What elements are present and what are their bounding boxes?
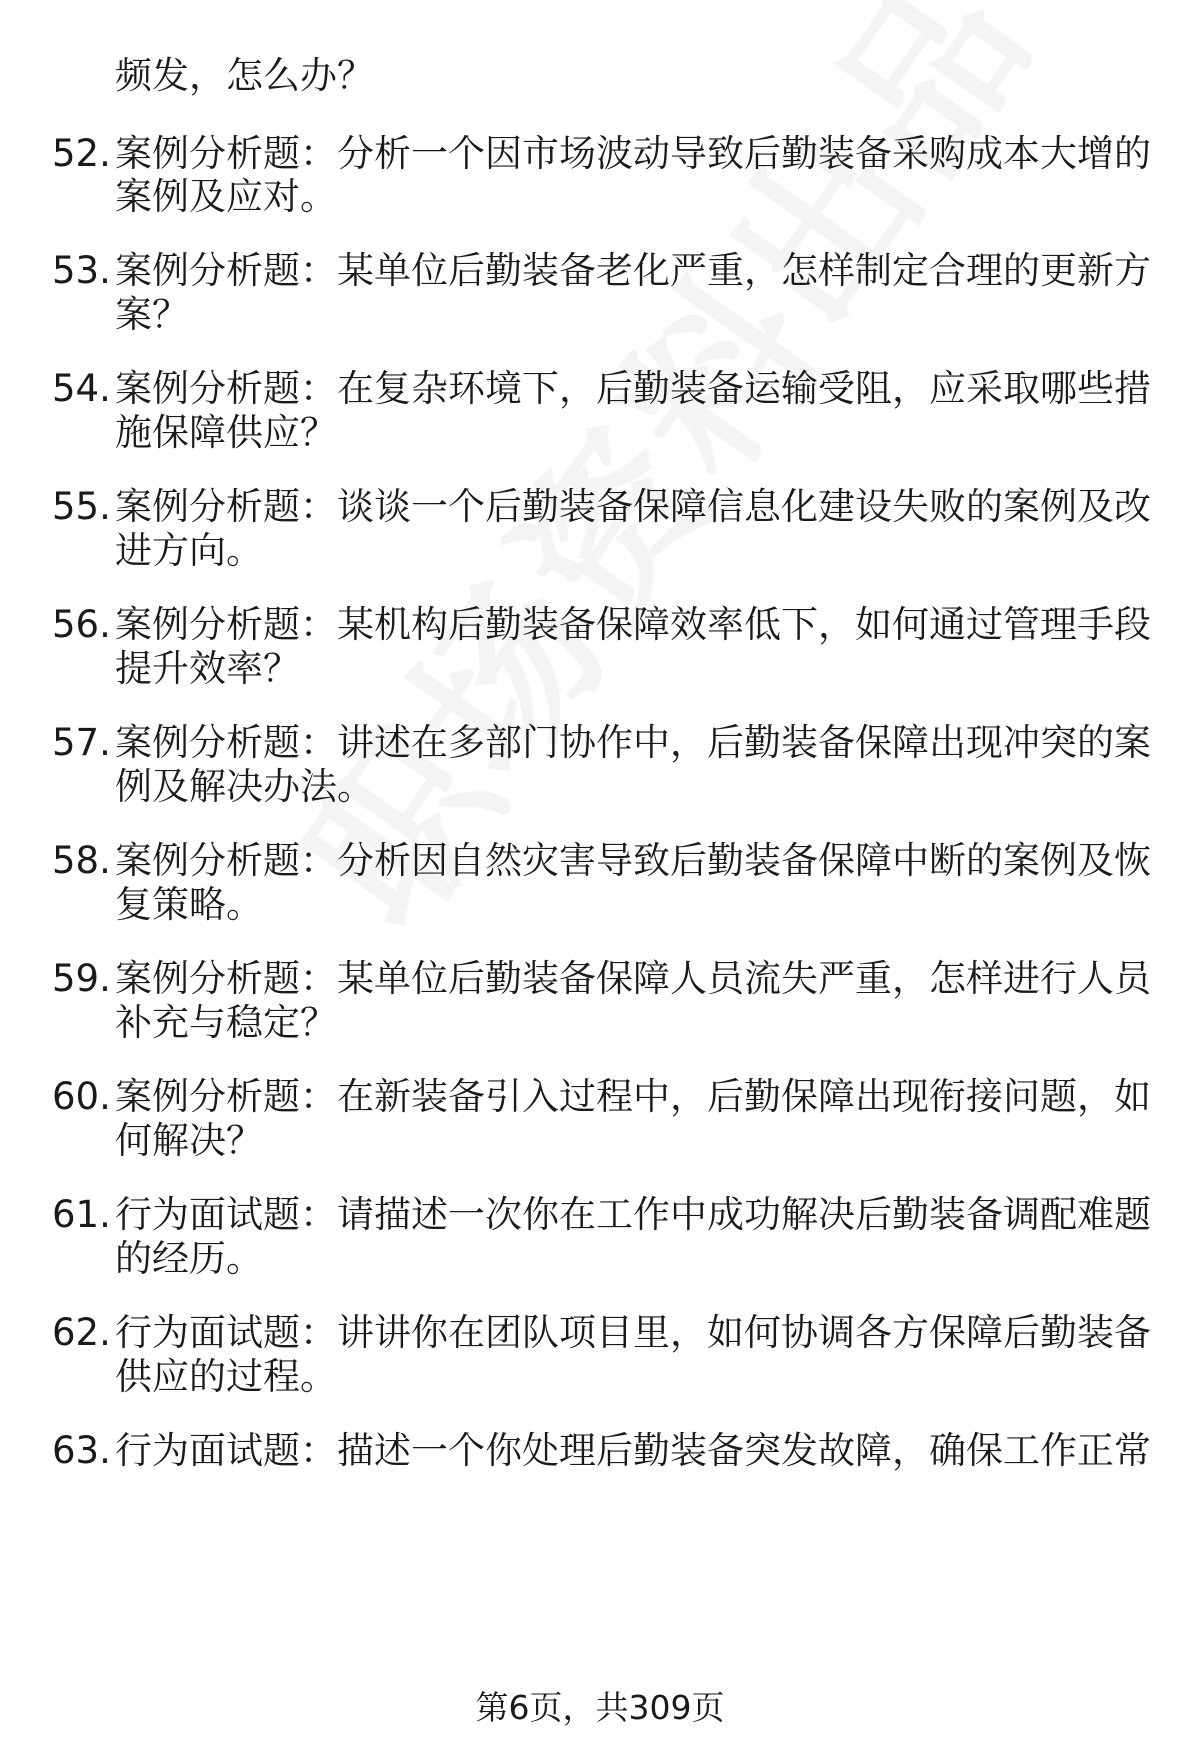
item-text-line: 何解决？ [115, 1119, 263, 1162]
item-number: 56. [52, 603, 111, 646]
item-text-line: 施保障供应？ [115, 411, 337, 454]
item-text-line: 案例分析题：某单位后勤装备老化严重，怎样制定合理的更新方 [115, 249, 1151, 292]
item-text-line: 行为面试题：讲讲你在团队项目里，如何协调各方保障后勤装备 [115, 1311, 1151, 1354]
item-number: 57. [52, 721, 111, 764]
item-text-line: 复策略。 [115, 883, 263, 926]
item-text-line: 案例分析题：某机构后勤装备保障效率低下，如何通过管理手段 [115, 603, 1151, 646]
continued-line: 频发，怎么办？ [115, 54, 374, 97]
item-text-line: 案例分析题：在新装备引入过程中，后勤保障出现衔接问题，如 [115, 1075, 1151, 1118]
item-text-line: 例及解决办法。 [115, 765, 374, 808]
item-number: 62. [52, 1311, 111, 1354]
item-text-line: 进方向。 [115, 529, 263, 572]
item-text-line: 行为面试题：请描述一次你在工作中成功解决后勤装备调配难题 [115, 1193, 1151, 1236]
item-text-line: 案？ [115, 293, 189, 336]
item-number: 52. [52, 132, 111, 175]
item-text-line: 案例分析题：某单位后勤装备保障人员流失严重，怎样进行人员 [115, 957, 1151, 1000]
item-text-line: 提升效率？ [115, 647, 300, 690]
item-text-line: 案例分析题：分析一个因市场波动导致后勤装备采购成本大增的 [115, 132, 1151, 175]
item-number: 55. [52, 485, 111, 528]
item-text-line: 案例及应对。 [115, 175, 337, 218]
item-text-line: 供应的过程。 [115, 1355, 337, 1398]
item-text-line: 案例分析题：分析因自然灾害导致后勤装备保障中断的案例及恢 [115, 839, 1151, 882]
item-text-line: 案例分析题：讲述在多部门协作中，后勤装备保障出现冲突的案 [115, 721, 1151, 764]
item-text-line: 案例分析题：在复杂环境下，后勤装备运输受阻，应采取哪些措 [115, 367, 1151, 410]
item-number: 61. [52, 1193, 111, 1236]
item-text-line: 案例分析题：谈谈一个后勤装备保障信息化建设失败的案例及改 [115, 485, 1151, 528]
item-text-line: 行为面试题：描述一个你处理后勤装备突发故障，确保工作正常 [115, 1429, 1151, 1472]
item-text-line: 补充与稳定？ [115, 1001, 337, 1044]
item-number: 53. [52, 249, 111, 292]
item-number: 54. [52, 367, 111, 410]
item-text-line: 的经历。 [115, 1237, 263, 1280]
item-number: 63. [52, 1429, 111, 1472]
item-number: 60. [52, 1075, 111, 1118]
item-number: 58. [52, 839, 111, 882]
item-number: 59. [52, 957, 111, 1000]
page-footer: 第6页，共309页 [475, 1688, 725, 1727]
